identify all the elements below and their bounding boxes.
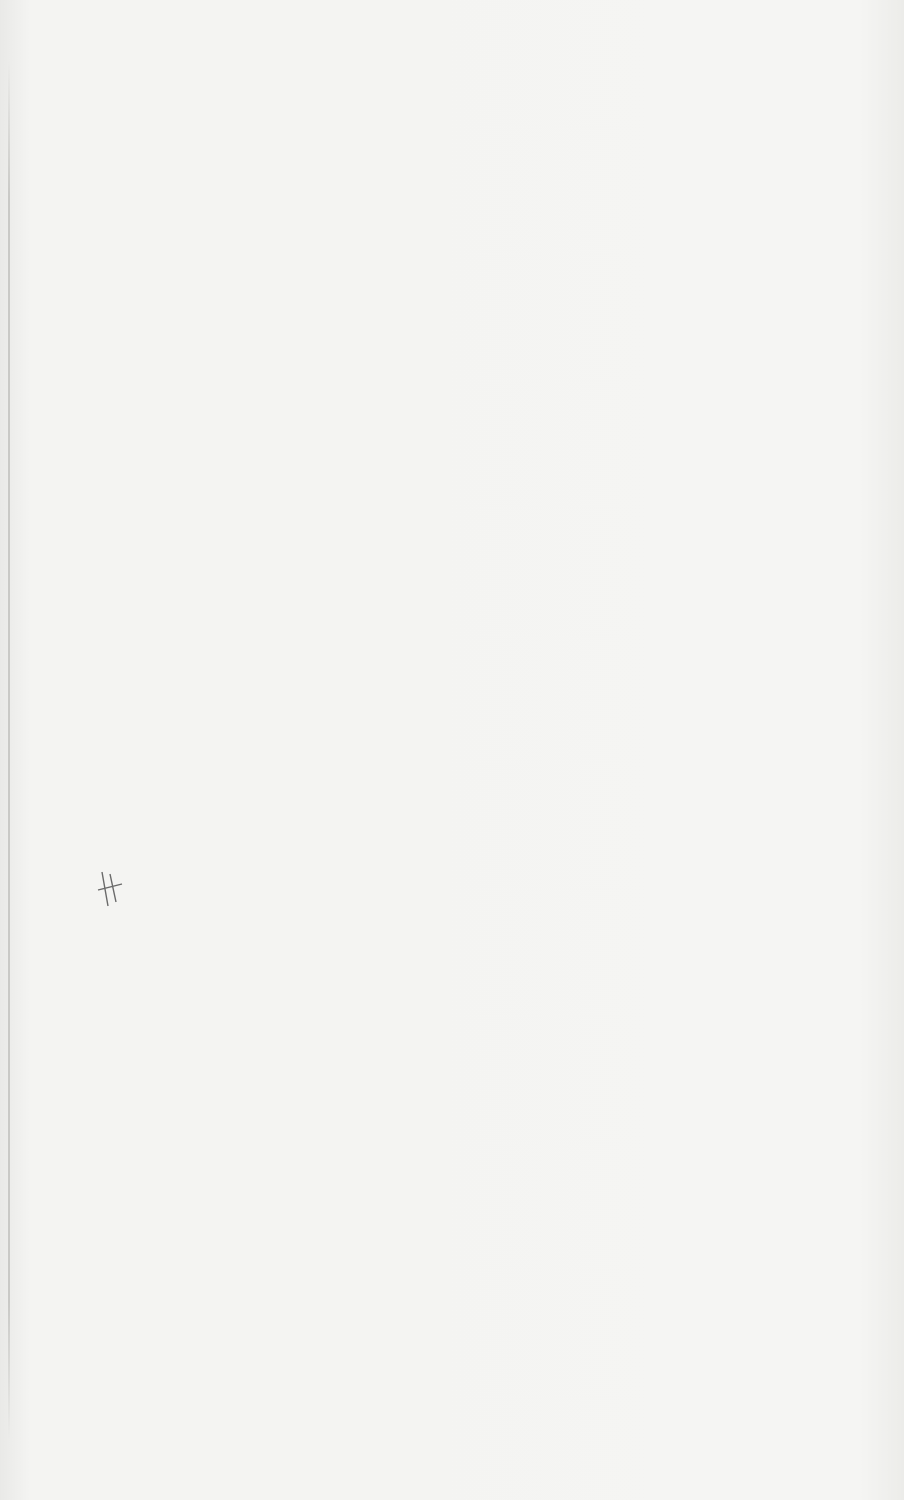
body-text-bottom bbox=[38, 897, 878, 968]
section-heading bbox=[0, 858, 904, 882]
page-edge-shadow bbox=[8, 60, 10, 1440]
text-line bbox=[38, 897, 878, 932]
text-line bbox=[38, 932, 878, 967]
